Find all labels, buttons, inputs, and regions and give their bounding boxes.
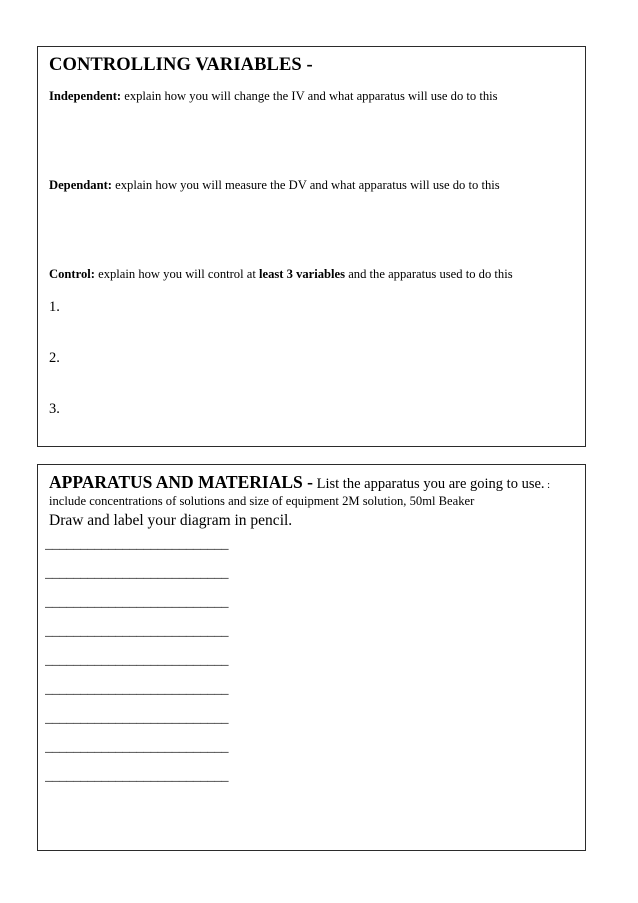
prompt-control-label: Control: (49, 267, 95, 281)
controlling-variables-heading: CONTROLLING VARIABLES - (49, 55, 313, 75)
apparatus-blank-line[interactable]: __________________________ (45, 769, 229, 784)
apparatus-blank-line[interactable]: __________________________ (45, 595, 229, 610)
prompt-control-text-after: and the apparatus used to do this (345, 267, 513, 281)
apparatus-blank-line[interactable]: __________________________ (45, 740, 229, 755)
apparatus-materials-heading: APPARATUS AND MATERIALS - (49, 472, 313, 492)
apparatus-blank-line[interactable]: __________________________ (45, 682, 229, 697)
controlling-variables-section (37, 46, 586, 447)
apparatus-heading-line (49, 472, 574, 494)
control-variable-item-2: 2. (49, 350, 60, 366)
apparatus-materials-section (37, 464, 586, 851)
prompt-dependant-label: Dependant: (49, 178, 112, 192)
prompt-independent (49, 89, 498, 104)
control-variable-item-3: 3. (49, 401, 60, 417)
prompt-control (49, 267, 513, 282)
prompt-independent-text: explain how you will change the IV and what apparatus will use do to this (121, 89, 498, 103)
apparatus-heading-tail: List the apparatus you are going to use. (312, 476, 545, 492)
apparatus-instruction-diagram: Draw and label your diagram in pencil. (49, 511, 293, 529)
prompt-independent-label: Independent: (49, 89, 122, 103)
prompt-control-emphasis: least 3 variables (259, 267, 346, 281)
apparatus-blank-line[interactable]: __________________________ (45, 566, 229, 581)
apparatus-blank-line[interactable]: __________________________ (45, 624, 229, 639)
control-variable-item-1: 1. (49, 299, 60, 315)
apparatus-blank-lines-group (45, 537, 255, 798)
prompt-control-text-before: explain how you will control at (94, 267, 259, 281)
apparatus-blank-line[interactable]: __________________________ (45, 711, 229, 726)
apparatus-blank-line[interactable]: __________________________ (45, 537, 229, 552)
prompt-dependant-text: explain how you will measure the DV and what apparatus will use do to this (111, 178, 500, 192)
prompt-dependant (49, 178, 500, 193)
apparatus-heading-colon: : (544, 480, 551, 491)
apparatus-header-block (49, 472, 574, 531)
apparatus-blank-line[interactable]: __________________________ (45, 653, 229, 668)
apparatus-instruction-concentrations: include concentrations of solutions and size of equipment 2M solution, 50ml Beaker (49, 493, 475, 508)
